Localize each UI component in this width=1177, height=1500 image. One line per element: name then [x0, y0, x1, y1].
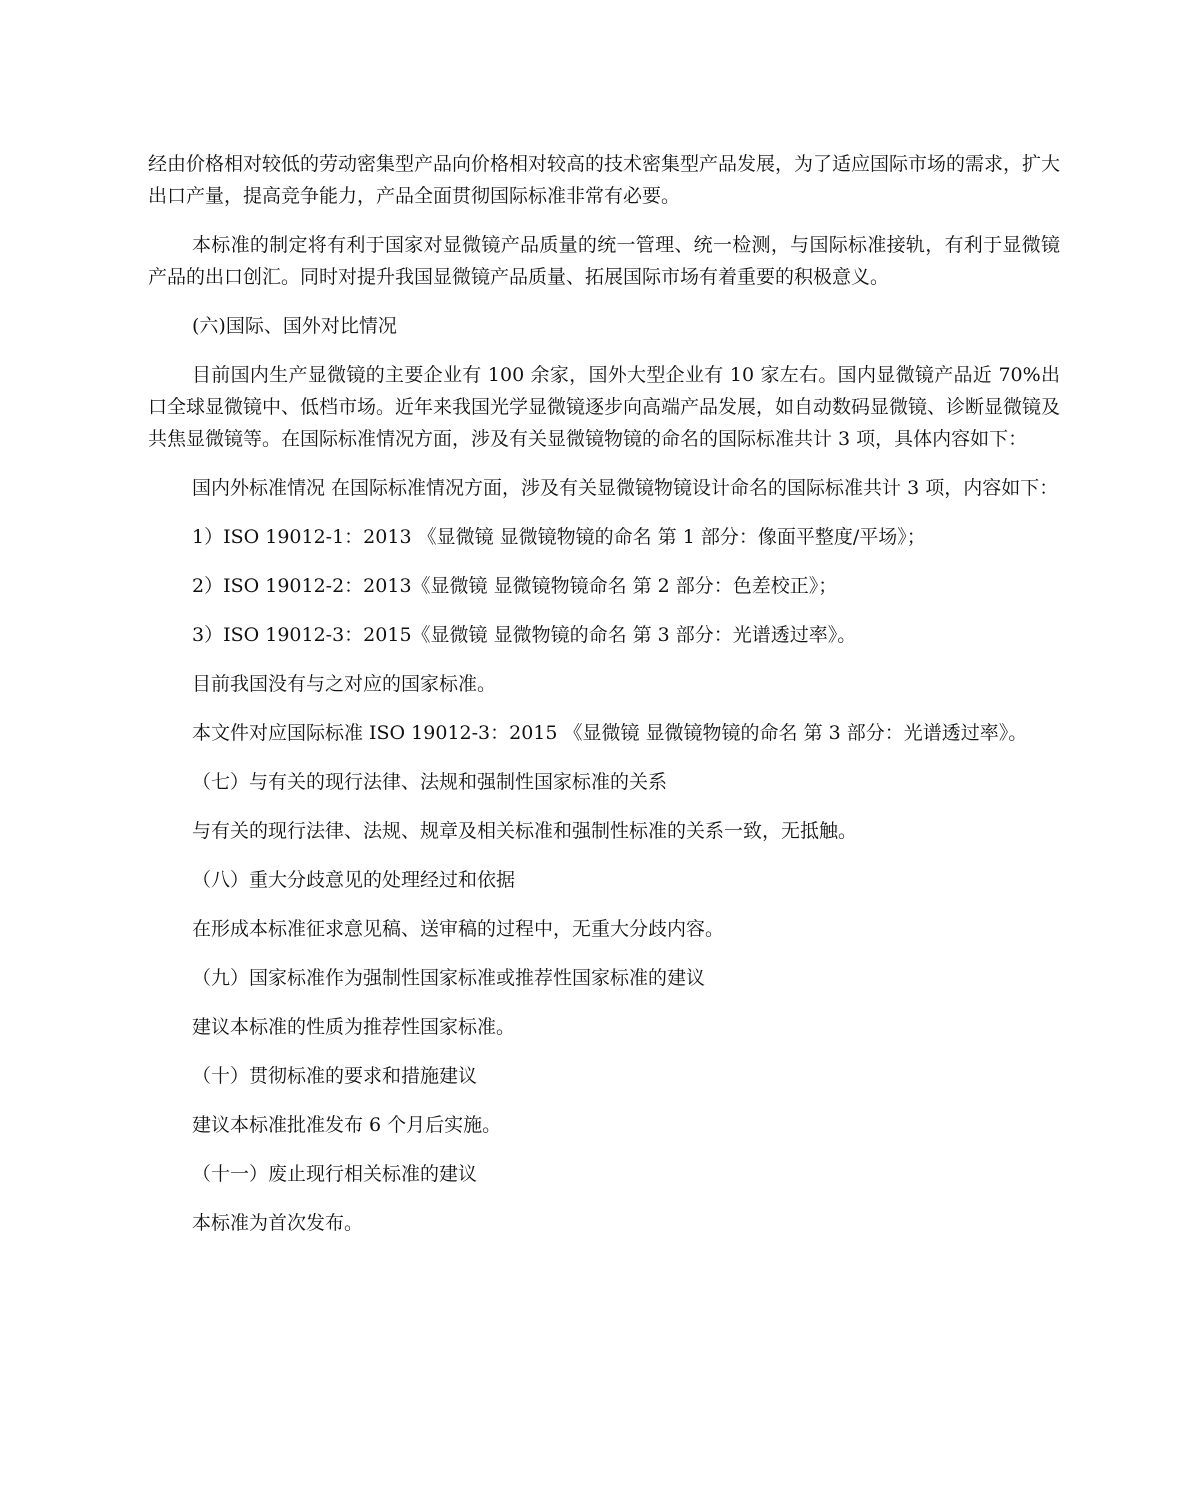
- paragraph-intro-continued: 经由价格相对较低的劳动密集型产品向价格相对较高的技术密集型产品发展，为了适应国际市场的需求，扩大出口产量，提高竞争能力，产品全面贯彻国际标准非常有必要。: [148, 153, 1061, 207]
- document-body: [148, 148, 1060, 1239]
- paragraph-standards-status: 国内外标准情况 在国际标准情况方面，涉及有关显微镜物镜设计命名的国际标准共计 3 项，内容如下：: [192, 477, 1059, 499]
- paragraph-implementation: 建议本标准批准发布 6 个月后实施。: [192, 1114, 502, 1136]
- paragraph-standard-nature: 建议本标准的性质为推荐性国家标准。: [192, 1016, 516, 1038]
- section-heading-11: （十一）废止现行相关标准的建议: [192, 1163, 478, 1185]
- list-item-standard-2: 2）ISO 19012-2：2013《显微镜 显微镜物镜命名 第 2 部分：色差校正》；: [192, 575, 838, 597]
- list-item-standard-3: 3）ISO 19012-3：2015《显微镜 显微物镜的命名 第 3 部分：光谱透过率》。: [192, 624, 857, 646]
- list-item-standard-1: 1）ISO 19012-1：2013 《显微镜 显微镜物镜的命名 第 1 部分：像面平整度/平场》；: [192, 526, 926, 548]
- section-heading-9: （九）国家标准作为强制性国家标准或推荐性国家标准的建议: [192, 967, 706, 989]
- section-heading-7: （七）与有关的现行法律、法规和强制性国家标准的关系: [192, 771, 668, 793]
- paragraph-disagreements: 在形成本标准征求意见稿、送审稿的过程中，无重大分歧内容。: [192, 918, 725, 940]
- paragraph-corresponding-standard: 本文件对应国际标准 ISO 19012-3：2015 《显微镜 显微镜物镜的命名 第 3 部分：光谱透过率》。: [192, 722, 1028, 744]
- paragraph-law-relation: 与有关的现行法律、法规、规章及相关标准和强制性标准的关系一致，无抵触。: [192, 820, 858, 842]
- paragraph-significance: 本标准的制定将有利于国家对显微镜产品质量的统一管理、统一检测，与国际标准接轨，有利于显微镜产品的出口创汇。同时对提升我国显微镜产品质量、拓展国际市场有着重要的积极意义。: [148, 234, 1060, 288]
- section-heading-6: (六)国际、国外对比情况: [192, 315, 397, 337]
- paragraph-no-national-standard: 目前我国没有与之对应的国家标准。: [192, 673, 497, 695]
- paragraph-first-release: 本标准为首次发布。: [192, 1212, 364, 1234]
- section-heading-8: （八）重大分歧意见的处理经过和依据: [192, 869, 516, 891]
- section-heading-10: （十）贯彻标准的要求和措施建议: [192, 1065, 478, 1087]
- paragraph-domestic-status: 目前国内生产显微镜的主要企业有 100 余家，国外大型企业有 10 家左右。国内显微镜产品近 70%出口全球显微镜中、低档市场。近年来我国光学显微镜逐步向高端产品发展，如自动数码显微镜、诊断显微镜及共焦显微镜等。在国际标准情况方面，涉及有关显微镜物镜的命名的国际标准共计 3 项，具体内容如下：: [148, 364, 1061, 450]
